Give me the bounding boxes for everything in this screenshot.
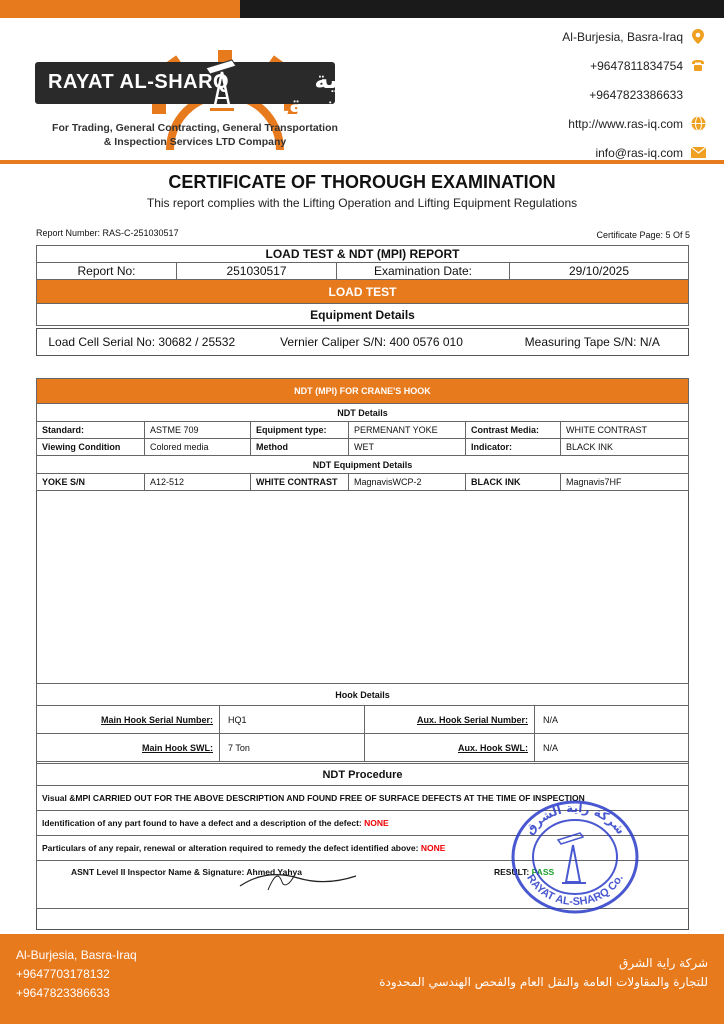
mail-icon	[690, 145, 706, 161]
contact-phone-1	[562, 51, 706, 80]
footer-address: Al-Burjesia, Basra-Iraq	[16, 948, 137, 962]
top-bar-accent	[0, 0, 240, 18]
globe-icon	[690, 116, 706, 132]
company-stamp	[510, 800, 640, 915]
load-test-heading: LOAD TEST	[37, 280, 689, 304]
equipment-row	[36, 328, 689, 356]
equipment-details-heading: Equipment Details	[37, 304, 689, 326]
report-meta	[36, 228, 690, 238]
procedure-line-3-value: NONE	[420, 843, 446, 853]
equipment-type-value: PERMENANT YOKE	[349, 422, 466, 439]
tape-serial: Measuring Tape S/N: N/A	[524, 335, 660, 349]
equipment-type-label: Equipment type:	[251, 422, 349, 439]
yoke-label: YOKE S/N	[37, 474, 145, 491]
ndt-details-table	[36, 378, 689, 491]
exam-date-label: Examination Date:	[337, 263, 510, 280]
phone-spacer	[690, 87, 706, 103]
viewing-label: Viewing Condition	[37, 439, 145, 456]
vernier-serial: Vernier Caliper S/N: 400 0576 010	[280, 335, 463, 349]
procedure-heading: NDT Procedure	[37, 764, 689, 786]
contact-email-text: info@ras-iq.com	[595, 145, 683, 160]
footer-phone-2: +9647823386633	[16, 986, 110, 1000]
aux-serial-label: Aux. Hook Serial Number:	[365, 706, 535, 734]
black-ink-label: BLACK INK	[466, 474, 561, 491]
procedure-line-3-label: Particulars of any repair, renewal or alteration required to remedy the defect identified above:	[42, 843, 419, 853]
main-serial-label: Main Hook Serial Number:	[37, 706, 220, 734]
stamp-text-bottom: RAYAT AL-SHARQ Co.	[524, 872, 626, 909]
result-label: RESULT:	[494, 867, 530, 877]
contact-address-text: Al-Burjesia, Basra-Iraq	[562, 29, 683, 44]
contrast-label: Contrast Media:	[466, 422, 561, 439]
contact-website	[562, 109, 706, 138]
report-no-label: Report No:	[37, 263, 177, 280]
page-subtitle: This report complies with the Lifting Operation and Lifting Equipment Regulations	[146, 196, 578, 210]
contact-website-text: http://www.ras-iq.com	[568, 116, 683, 131]
inspector-name: Ahmed Yahya	[246, 867, 302, 877]
contrast-value: WHITE CONTRAST	[561, 422, 689, 439]
procedure-line-1: Visual &MPI CARRIED OUT FOR THE ABOVE DESCRIPTION AND FOUND FREE OF SURFACE DEFECTS AT THE TIME OF INSPECTION	[37, 786, 689, 811]
black-ink-value: Magnavis7HF	[561, 474, 689, 491]
logo-text-en: RAYAT AL-SHARQ	[48, 71, 230, 93]
main-serial-value: HQ1	[220, 706, 365, 734]
top-bar	[0, 0, 724, 18]
aux-swl-label: Aux. Hook SWL:	[365, 734, 535, 762]
indicator-value: BLACK INK	[561, 439, 689, 456]
exam-date-value: 29/10/2025	[510, 263, 689, 280]
standard-label: Standard:	[37, 422, 145, 439]
result-value: PASS	[531, 867, 555, 877]
ndt-heading: NDT (MPI) FOR CRANE'S HOOK	[37, 379, 689, 404]
logo-text-ar: راية الشرق	[281, 66, 360, 122]
footer-arabic	[379, 954, 708, 992]
footer-contact	[16, 946, 137, 1003]
ndt-equipment-heading: NDT Equipment Details	[37, 456, 689, 474]
white-contrast-label: WHITE CONTRAST	[251, 474, 349, 491]
procedure-line-2-label: Identification of any part found to have a defect and a description of the defect:	[42, 818, 362, 828]
indicator-label: Indicator:	[466, 439, 561, 456]
page-footer	[0, 934, 724, 1024]
contact-phone-1-text: +9647811834754	[590, 58, 683, 73]
white-contrast-value: MagnavisWCP-2	[349, 474, 466, 491]
standard-value: ASTME 709	[145, 422, 251, 439]
main-swl-value: 7 Ton	[220, 734, 365, 762]
tagline-line-1: For Trading, General Contracting, General Transportation	[52, 122, 338, 134]
contact-phone-2	[562, 80, 706, 109]
viewing-value: Colored media	[145, 439, 251, 456]
company-logo	[30, 20, 360, 160]
aux-serial-value: N/A	[535, 706, 689, 734]
contact-address	[562, 22, 706, 51]
tagline-line-2: & Inspection Services LTD Company	[103, 136, 287, 148]
ndt-details-heading: NDT Details	[37, 404, 689, 422]
yoke-value: A12-512	[145, 474, 251, 491]
report-heading: LOAD TEST & NDT (MPI) REPORT	[37, 246, 689, 263]
contact-block	[562, 22, 706, 167]
certificate-page: Certificate Page: 5 Of 5	[596, 230, 690, 240]
location-icon	[690, 29, 706, 45]
oil-pump-icon	[202, 54, 242, 112]
main-swl-label: Main Hook SWL:	[37, 734, 220, 762]
load-test-table	[36, 245, 689, 326]
phone-icon	[690, 58, 706, 74]
report-number: Report Number: RAS-C-251030517	[36, 228, 179, 238]
aux-swl-value: N/A	[535, 734, 689, 762]
procedure-line-2-value: NONE	[364, 818, 389, 828]
header-divider	[0, 160, 724, 164]
signature-mark	[238, 864, 358, 894]
load-cell-serial: Load Cell Serial No: 30682 / 25532	[48, 335, 236, 349]
hook-details-table	[36, 683, 689, 762]
logo-tagline	[30, 121, 360, 149]
inspector-label: ASNT Level II Inspector Name & Signature:	[71, 867, 245, 877]
footer-ar-line-2: للتجارة والمقاولات العامة والنقل العام والفحص الهندسي المحدودة	[379, 975, 708, 989]
method-label: Method	[251, 439, 349, 456]
stamp-text-top: شركة راية الشرق	[522, 800, 628, 838]
hook-heading: Hook Details	[37, 684, 689, 706]
report-no-value: 251030517	[177, 263, 337, 280]
footer-phone-1: +9647703178132	[16, 967, 110, 981]
footer-ar-line-1: شركة راية الشرق	[619, 956, 708, 970]
page-title: CERTIFICATE OF THOROUGH EXAMINATION	[168, 172, 556, 192]
contact-phone-2-text: +9647823386633	[589, 87, 683, 102]
method-value: WET	[349, 439, 466, 456]
